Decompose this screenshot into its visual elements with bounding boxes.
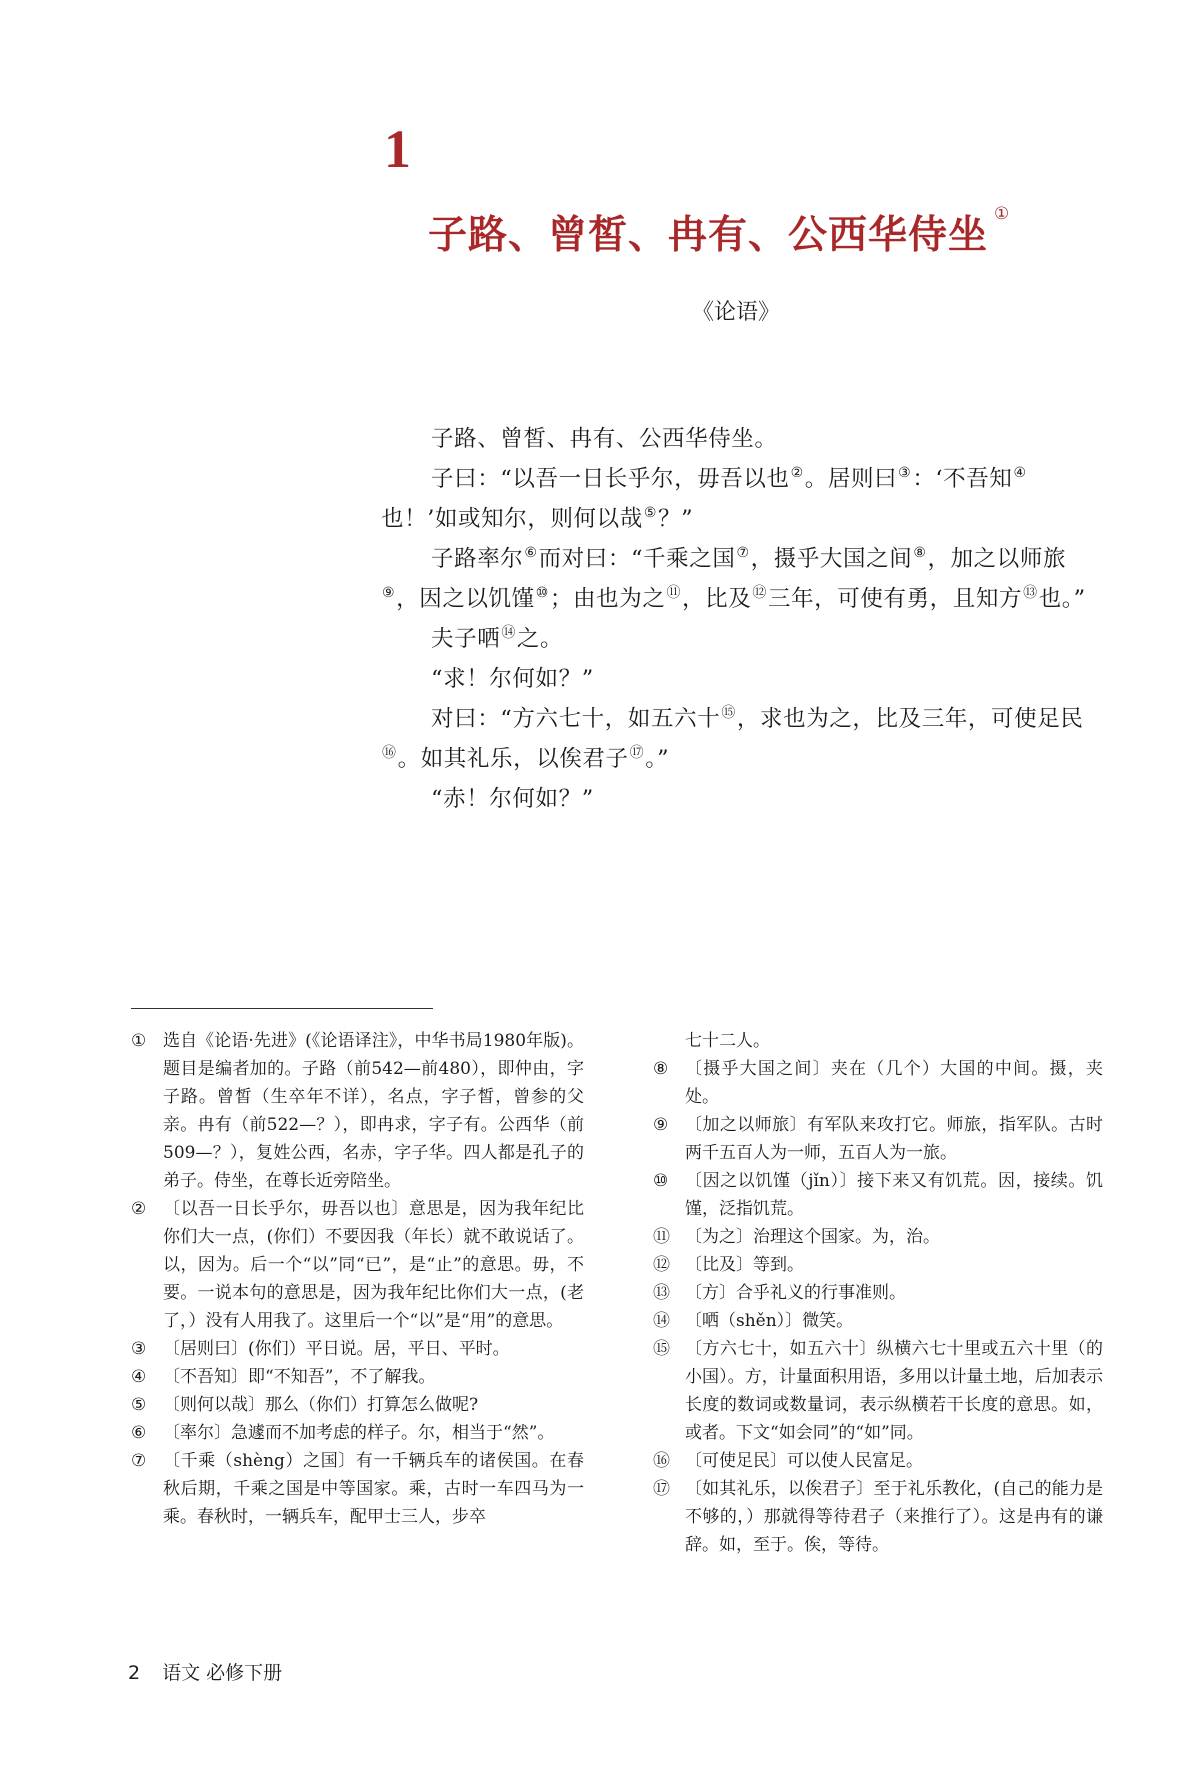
footnote	[653, 1111, 1103, 1167]
paragraph-text: 子路、曾皙、冉有、公西华侍坐。	[431, 426, 778, 452]
footnote-number: ⑧	[653, 1059, 669, 1079]
main-paragraph	[381, 459, 1101, 539]
main-paragraph	[381, 659, 1101, 699]
footnote	[653, 1335, 1103, 1447]
footnote-marker: ⑦	[736, 545, 750, 561]
footnote	[653, 1447, 1103, 1475]
footnote-number: ⑰	[653, 1479, 670, 1499]
title-text: 子路、曾皙、冉有、公西华侍坐	[428, 213, 989, 258]
paragraph-text: ，比及	[682, 586, 752, 612]
footnote-number: ②	[131, 1199, 147, 1219]
footnotes-right-column	[653, 1027, 1103, 1559]
footnote-marker: ③	[898, 465, 912, 481]
footnote-text: 〔哂（shěn）〕微笑。	[685, 1311, 854, 1331]
paragraph-text: 。如其礼乐，以俟君子	[397, 746, 629, 772]
footnote	[653, 1475, 1103, 1559]
footnote	[653, 1167, 1103, 1223]
footnotes-left-column	[131, 1027, 584, 1531]
footnote-number: ⑩	[653, 1171, 669, 1191]
footnote-marker: ⑯	[382, 745, 397, 761]
footnote-marker: ⑨	[382, 585, 396, 601]
footnote-text: 〔加之以师旅〕有军队来攻打它。师旅，指军队。古时两千五百人为一师，五百人为一旅。	[685, 1115, 1103, 1163]
footnote	[131, 1419, 584, 1447]
footnote-number: ④	[131, 1367, 147, 1387]
footnote-number: ①	[131, 1031, 147, 1051]
footnote	[131, 1195, 584, 1335]
footnote-text: 〔摄乎大国之间〕夹在（几个）大国的中间。摄，夹处。	[685, 1059, 1103, 1107]
main-paragraph	[381, 699, 1101, 779]
footnote-number: ⑦	[131, 1451, 147, 1471]
footnote-number: ⑬	[653, 1283, 670, 1303]
footnote-number: ⑤	[131, 1395, 147, 1415]
footnote-divider	[131, 1008, 433, 1009]
footnote	[131, 1027, 584, 1195]
footnote-text: 〔居则曰〕(你们）平日说。居，平日、平时。	[163, 1339, 510, 1359]
paragraph-text: 子路率尔	[431, 546, 524, 572]
footnote-text: 〔如其礼乐，以俟君子〕至于礼乐教化，(自己的能力是不够的，）那就得等待君子（来推行了）。这是冉有的谦辞。如，至于。俟，等待。	[685, 1479, 1103, 1555]
footnote	[653, 1307, 1103, 1335]
main-paragraph	[381, 419, 1101, 459]
footnote	[131, 1363, 584, 1391]
paragraph-text: ，加之以师旅	[927, 546, 1067, 572]
footnote-marker: ⑩	[535, 585, 549, 601]
paragraph-text: “赤！尔何如？”	[431, 786, 594, 812]
paragraph-text: 。居则曰	[804, 466, 898, 492]
main-paragraph	[381, 539, 1101, 619]
main-paragraph	[381, 779, 1101, 819]
footnote-text: 选自《论语·先进》(《论语译注》，中华书局1980年版)。题目是编者加的。子路（前542—前480），即仲由，字子路。曾皙（生卒年不详），名点，字子皙，曾参的父亲。冉有（前522—？），即冉求，字子有。公西华（前509—？），复姓公西，名赤，字子华。四人都是孔子的弟子。侍坐，在尊长近旁陪坐。	[163, 1031, 584, 1191]
footnote-text: 〔方〕合乎礼义的行事准则。	[685, 1283, 906, 1303]
page-footer	[128, 1664, 282, 1683]
paragraph-text: “求！尔何如？”	[431, 666, 594, 692]
footnotes-right-list	[653, 1055, 1103, 1559]
footnote-marker: ⑮	[721, 705, 736, 721]
footnote-number: ⑥	[131, 1423, 147, 1443]
footnote-marker: ⑧	[913, 545, 927, 561]
footnote-marker: ⑭	[501, 625, 516, 641]
paragraph-text: 子曰：“以吾一日长乎尔，毋吾以也	[431, 466, 790, 492]
footnote-marker: ⑫	[752, 585, 767, 601]
paragraph-text: 也！’如或知尔，则何以哉	[381, 506, 643, 532]
footnote-text: 〔率尔〕急遽而不加考虑的样子。尔，相当于“然”。	[163, 1423, 555, 1443]
footnote-number: ⑫	[653, 1255, 670, 1275]
footnote	[653, 1223, 1103, 1251]
paragraph-text: 夫子哂	[431, 626, 501, 652]
footnote-marker: ④	[1013, 465, 1027, 481]
source-citation: 《论语》	[692, 300, 781, 325]
footnote-continuation: 七十二人。	[685, 1031, 770, 1051]
footnote	[653, 1279, 1103, 1307]
paragraph-text: 三年，可使有勇，且知方	[767, 586, 1023, 612]
footnote	[131, 1391, 584, 1419]
main-text	[381, 419, 1101, 819]
footnote	[131, 1335, 584, 1363]
paragraph-text: 而对曰：“千乘之国	[538, 546, 736, 572]
footnote	[131, 1447, 584, 1531]
paragraph-text: ；由也为之	[549, 586, 666, 612]
main-paragraph	[381, 619, 1101, 659]
footnote-marker: ⑬	[1023, 585, 1038, 601]
page-number: 2	[128, 1662, 141, 1684]
footnote-marker: ⑰	[629, 745, 645, 761]
paragraph-text: ：‘不吾知	[912, 466, 1013, 492]
footnote	[653, 1055, 1103, 1111]
footnote-number: ③	[131, 1339, 147, 1359]
footnote-number: ⑮	[653, 1339, 670, 1359]
footnote-text: 〔比及〕等到。	[685, 1255, 804, 1275]
footnote-number: ⑭	[653, 1311, 670, 1331]
lesson-title	[428, 204, 1011, 258]
paragraph-text: 之。	[516, 626, 564, 652]
book-title: 语文 必修下册	[162, 1662, 283, 1684]
footnote-marker: ②	[790, 465, 804, 481]
title-footnote-marker: ①	[994, 204, 1011, 224]
lesson-number: 1	[384, 119, 411, 179]
footnote-text: 〔则何以哉〕那么（你们）打算怎么做呢?	[163, 1395, 479, 1415]
footnote-text: 〔不吾知〕即“不知吾”，不了解我。	[163, 1367, 436, 1387]
footnote-text: 〔千乘（shèng）之国〕有一千辆兵车的诸侯国。在春秋后期，千乘之国是中等国家。乘，古时一车四马为一乘。春秋时，一辆兵车，配甲士三人，步卒	[163, 1451, 584, 1527]
footnote-text: 〔因之以饥馑（jǐn）〕接下来又有饥荒。因，接续。饥馑，泛指饥荒。	[685, 1171, 1103, 1219]
paragraph-text: 也。”	[1038, 586, 1086, 612]
paragraph-text: ，摄乎大国之间	[750, 546, 913, 572]
paragraph-text: ，因之以饥馑	[396, 586, 535, 612]
footnote-text: 〔可使足民〕可以使人民富足。	[685, 1451, 923, 1471]
footnote-marker: ⑥	[524, 545, 538, 561]
footnote-marker: ⑪	[666, 585, 682, 601]
paragraph-text: ？”	[658, 506, 694, 532]
footnote-marker: ⑤	[643, 505, 658, 521]
paragraph-text: 对曰：“方六七十，如五六十	[431, 706, 721, 732]
footnote-text: 〔以吾一日长乎尔，毋吾以也〕意思是，因为我年纪比你们大一点，(你们）不要因我（年长）就不敢说话了。以，因为。后一个“以”同“已”，是“止”的意思。毋，不要。一说本句的意思是，因为我年纪比你们大一点，(老了，）没有人用我了。这里后一个“以”是“用”的意思。	[163, 1199, 584, 1331]
paragraph-text: ，求也为之，比及三年，可使足民	[736, 706, 1084, 732]
footnote	[653, 1251, 1103, 1279]
paragraph-text: 。”	[645, 746, 670, 772]
footnote-number: ⑪	[653, 1227, 670, 1247]
footnote-text: 〔方六七十，如五六十〕纵横六七十里或五六十里（的小国）。方，计量面积用语，多用以计量土地，后加表示长度的数词或数量词，表示纵横若干长度的意思。如，或者。下文“如会同”的“如”同。	[685, 1339, 1103, 1443]
footnote-number: ⑯	[653, 1451, 670, 1471]
footnote-number: ⑨	[653, 1115, 669, 1135]
footnote-text: 〔为之〕治理这个国家。为，治。	[685, 1227, 940, 1247]
